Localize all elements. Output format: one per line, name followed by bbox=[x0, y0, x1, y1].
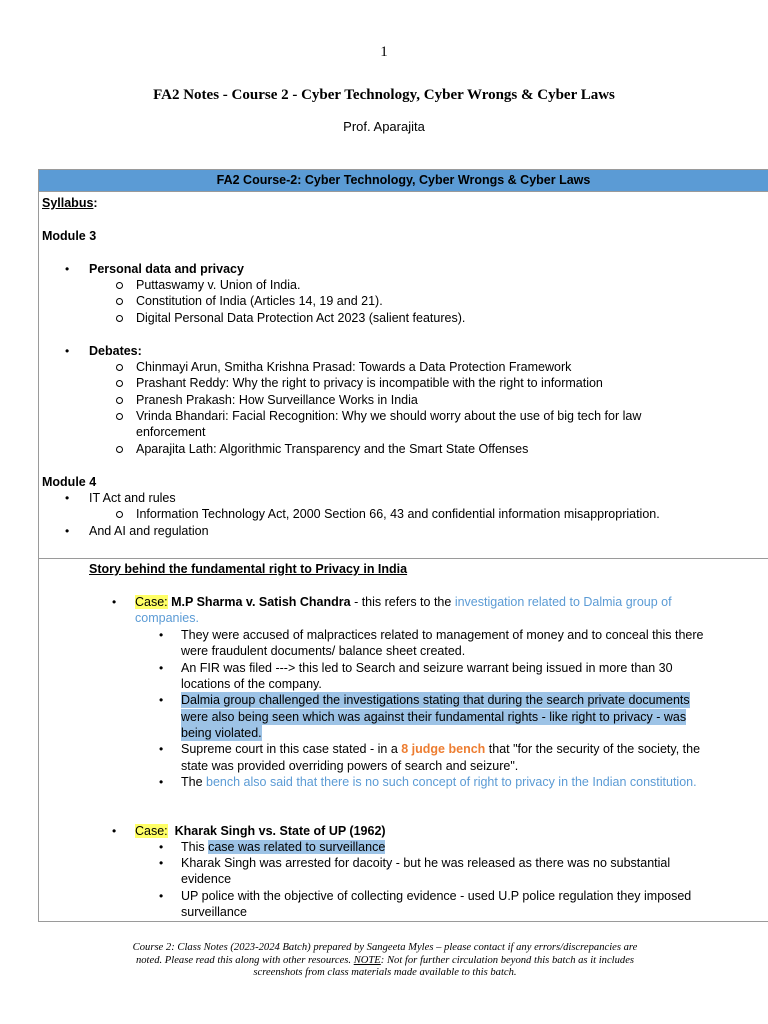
bullet-icon: • bbox=[159, 840, 164, 854]
document-title: FA2 Notes - Course 2 - Cyber Technology, Cyber Wrongs & Cyber Laws bbox=[153, 87, 615, 103]
bullet-icon: • bbox=[159, 628, 164, 642]
highlighted-text: Dalmia group challenged the investigations stating that during the search private documents bbox=[181, 693, 690, 707]
circle-bullet-icon bbox=[116, 298, 123, 305]
list-item-continuation: state was provided overriding powers of search and seizure". bbox=[181, 759, 519, 773]
list-item: Aparajita Lath: Algorithmic Transparency and the Smart State Offenses bbox=[136, 442, 529, 456]
author: Prof. Aparajita bbox=[343, 119, 425, 134]
case-1-continuation: companies. bbox=[135, 611, 199, 625]
module-3-heading: Module 3 bbox=[42, 229, 97, 243]
list-item: Vrinda Bhandari: Facial Recognition: Why we should worry about the use of big tech for law bbox=[136, 409, 642, 423]
highlighted-text: being violated. bbox=[181, 726, 262, 740]
bullet-icon: • bbox=[159, 661, 164, 675]
list-item: Chinmayi Arun, Smitha Krishna Prasad: Towards a Data Protection Framework bbox=[136, 360, 572, 374]
bullet-icon: • bbox=[65, 262, 70, 276]
highlighted-text: were also being seen which was against their fundamental rights - like right to privacy - was bbox=[181, 710, 687, 724]
personal-data-item: Personal data and privacy bbox=[89, 262, 244, 276]
bullet-icon: • bbox=[159, 856, 164, 870]
list-item: Puttaswamy v. Union of India. bbox=[136, 278, 301, 292]
list-item: Pranesh Prakash: How Surveillance Works in India bbox=[136, 393, 418, 407]
bullet-icon: • bbox=[112, 595, 117, 609]
circle-bullet-icon bbox=[116, 315, 123, 322]
list-item-continuation: evidence bbox=[181, 872, 232, 886]
syllabus-table bbox=[38, 169, 768, 922]
circle-bullet-icon bbox=[116, 446, 123, 453]
list-item: The bench also said that there is no such concept of right to privacy in the Indian constitution. bbox=[181, 775, 697, 789]
circle-bullet-icon bbox=[116, 282, 123, 289]
list-item: Prashant Reddy: Why the right to privacy is incompatible with the right to information bbox=[136, 376, 603, 390]
module-4-heading: Module 4 bbox=[42, 475, 97, 489]
circle-bullet-icon bbox=[116, 511, 123, 518]
list-item: Digital Personal Data Protection Act 2023 (salient features). bbox=[136, 311, 466, 325]
list-item-continuation: were fraudulent documents/ balance sheet created. bbox=[181, 644, 466, 658]
case-label: Case: bbox=[135, 824, 168, 838]
bullet-icon: • bbox=[65, 491, 70, 505]
list-item: Information Technology Act, 2000 Section 66, 43 and confidential information misappropriation. bbox=[136, 507, 660, 521]
list-item: UP police with the objective of collecting evidence - used U.P police regulation they imposed bbox=[181, 889, 692, 903]
list-item: Constitution of India (Articles 14, 19 and 21). bbox=[136, 294, 383, 308]
list-item: IT Act and rules bbox=[89, 491, 176, 505]
case-label: Case: bbox=[135, 595, 168, 609]
story-heading: Story behind the fundamental right to Privacy in India bbox=[89, 562, 408, 576]
footer-note: Course 2: Class Notes (2023-2024 Batch) prepared by Sangeeta Myles – please contact if any errors/discrepancies are noted. Please read this along with other resources. NOTE: Not for further circulation beyond this batch as it includes screenshots from class materials made available to this batch. bbox=[132, 942, 638, 978]
case-1-line: Case: M.P Sharma v. Satish Chandra - this refers to the investigation related to Dalmia group of bbox=[135, 595, 672, 609]
circle-bullet-icon bbox=[116, 413, 123, 420]
table-header: FA2 Course-2: Cyber Technology, Cyber Wrongs & Cyber Laws bbox=[39, 170, 768, 192]
list-item: They were accused of malpractices related to management of money and to conceal this there bbox=[181, 628, 704, 642]
bullet-icon: • bbox=[159, 742, 164, 756]
list-item: Supreme court in this case stated - in a 8 judge bench that "for the security of the society, the bbox=[181, 742, 701, 756]
case-2-line: Case: Kharak Singh vs. State of UP (1962) bbox=[135, 824, 386, 838]
bullet-icon: • bbox=[65, 344, 70, 358]
list-item-continuation: surveillance bbox=[181, 905, 248, 919]
bullet-icon: • bbox=[65, 524, 70, 538]
list-item: Kharak Singh was arrested for dacoity - but he was released as there was no substantial bbox=[181, 856, 671, 870]
syllabus-row bbox=[39, 192, 768, 559]
debates-item: Debates: bbox=[89, 344, 142, 358]
bullet-icon: • bbox=[159, 693, 164, 707]
bullet-icon: • bbox=[159, 889, 164, 903]
syllabus-heading: Syllabus: bbox=[42, 196, 98, 210]
circle-bullet-icon bbox=[116, 397, 123, 404]
list-item-continuation: enforcement bbox=[136, 425, 206, 439]
list-item: An FIR was filed ---> this led to Search and seizure warrant being issued in more than 30 bbox=[181, 661, 673, 675]
circle-bullet-icon bbox=[116, 380, 123, 387]
bullet-icon: • bbox=[112, 824, 117, 838]
list-item-continuation: locations of the company. bbox=[181, 677, 322, 691]
list-item: And AI and regulation bbox=[89, 524, 209, 538]
circle-bullet-icon bbox=[116, 364, 123, 371]
page-number: 1 bbox=[380, 44, 388, 60]
list-item: This case was related to surveillance bbox=[181, 840, 386, 854]
bullet-icon: • bbox=[159, 775, 164, 789]
